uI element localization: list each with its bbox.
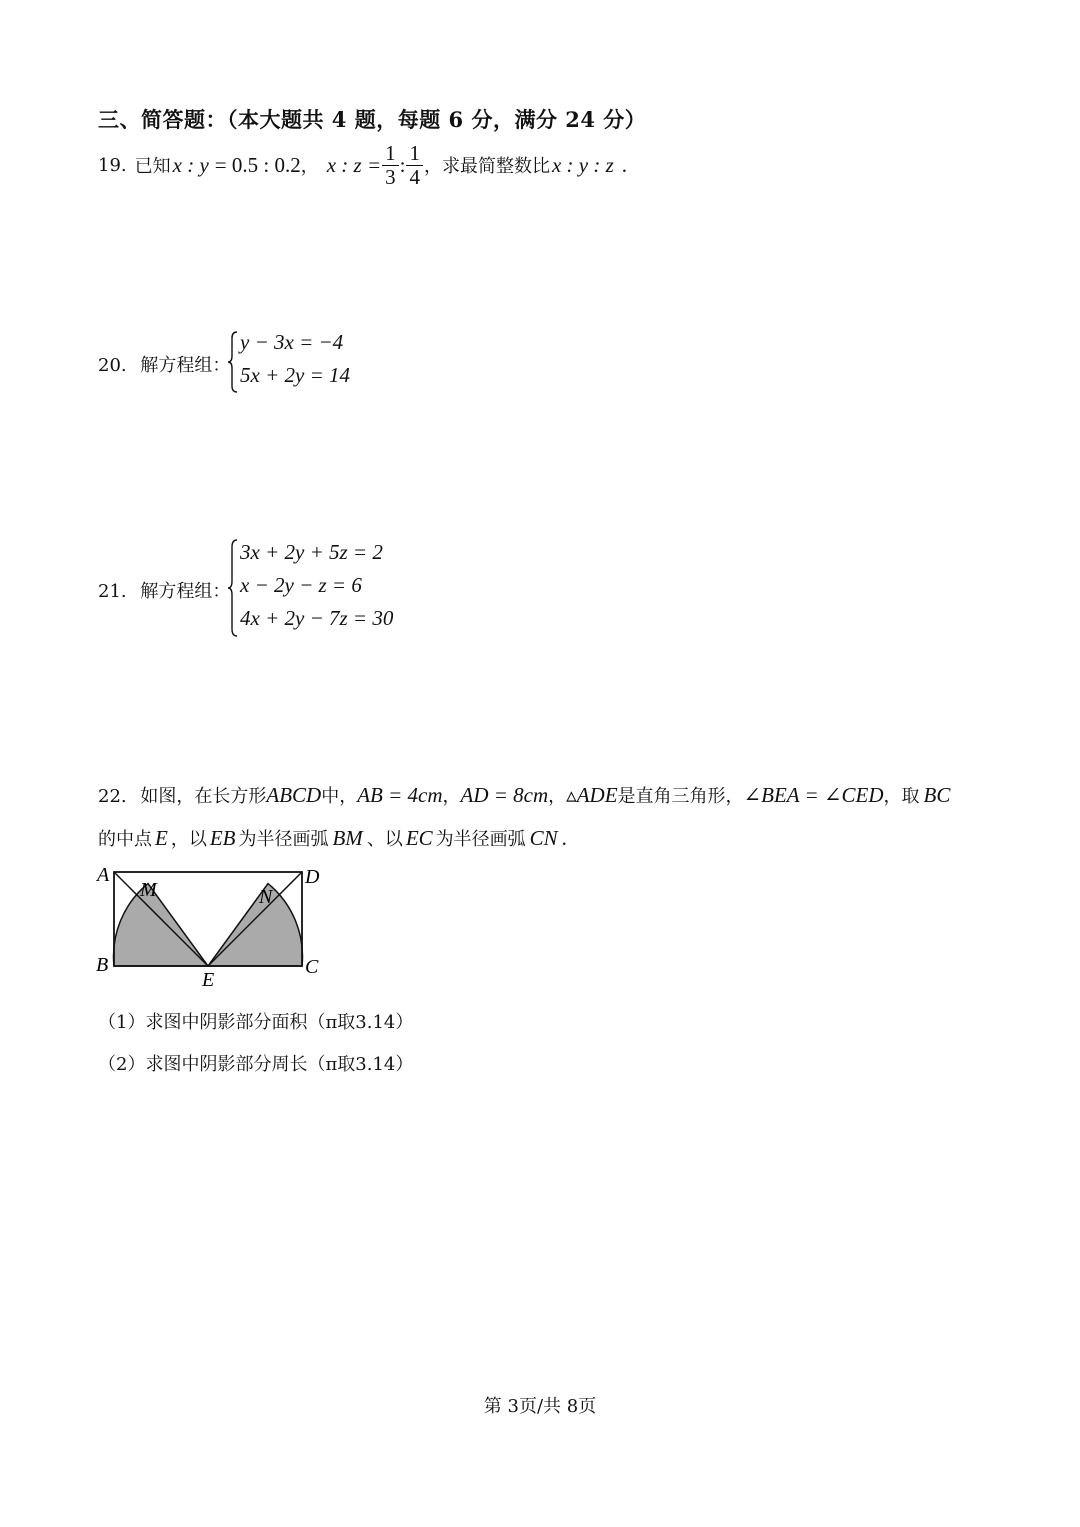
geometry-figure [90, 860, 340, 995]
rect-name: ABCD [266, 783, 322, 807]
arc-cn: CN [529, 826, 558, 850]
text: 中， [321, 786, 358, 807]
question-prompt: 解方程组： [140, 355, 231, 376]
equation-2: x − 2y − z = 6 [240, 573, 362, 597]
question-number: 22. [98, 786, 127, 807]
segment-ab: AB = 4cm [357, 783, 443, 807]
shaded-region-right [208, 884, 302, 966]
equation-2: 5x + 2y = 14 [240, 363, 350, 387]
segment-eb: EB [209, 826, 236, 850]
segment-ad: AD = 8cm [460, 783, 549, 807]
shaded-region-left [114, 884, 208, 966]
page-footer: 第 3页/共 8页 [483, 1396, 597, 1417]
equation-3: 4x + 2y − 7z = 30 [240, 606, 394, 630]
ratio-xy-value: = 0.5 : 0.2 [214, 152, 301, 177]
sub-question-1: （1）求图中阴影部分面积（π取3.14） [98, 1012, 414, 1033]
target-ratio: x : y : z [551, 152, 614, 177]
ratio-xz: x : z = [326, 152, 382, 177]
angle-equality: ∠BEA = ∠CED [743, 783, 884, 807]
text: 如图，在长方形 [140, 786, 267, 807]
sub-question-2: （2）求图中阴影部分周长（π取3.14） [98, 1054, 414, 1075]
fraction-one-quarter: $\frac{1}{4}$ [406, 142, 423, 187]
text: ， [442, 786, 461, 807]
question-22-line-1 [98, 782, 950, 808]
question-number: 21. [98, 581, 127, 602]
label-m: M [140, 879, 157, 901]
label-c: C [305, 956, 319, 978]
question-22-line-2 [98, 825, 567, 851]
ratio-colon: : [399, 152, 406, 177]
arc-bm: BM [332, 826, 363, 850]
question-21 [98, 577, 230, 603]
question-20 [98, 351, 230, 377]
label-d: D [305, 866, 320, 888]
question-number: 19. [98, 154, 127, 176]
period: . [561, 826, 567, 850]
text: 的中点 [98, 829, 152, 850]
equation-system-20 [226, 330, 386, 394]
text: ， [548, 786, 567, 807]
section-heading: 三、简答题：（本大题共 4 题，每题 6 分，满分 24 分） [98, 107, 647, 132]
text: ，以 [170, 829, 207, 850]
text: 为半径画弧 [238, 829, 329, 850]
text: ，取 [883, 786, 920, 807]
fraction-one-third: $\frac{1}{3}$ [382, 142, 399, 187]
label-e: E [202, 969, 215, 991]
question-19 [98, 140, 627, 190]
ratio-xy: x : y [172, 152, 209, 177]
question-lead: 已知 [134, 156, 171, 177]
left-brace-icon [226, 330, 240, 394]
text: 为半径画弧 [435, 829, 526, 850]
period: . [621, 152, 628, 177]
label-b: B [96, 954, 109, 976]
separator: ， [300, 156, 319, 177]
equation-system-21 [226, 538, 426, 638]
segment-ec: EC [405, 826, 433, 850]
text: 是直角三角形， [617, 786, 744, 807]
left-brace-icon [226, 538, 240, 638]
label-n: N [259, 886, 273, 908]
equation-1: 3x + 2y + 5z = 2 [240, 540, 383, 564]
equation-1: y − 3x = −4 [240, 330, 344, 354]
question-prompt: 解方程组： [140, 581, 231, 602]
triangle-ade: ▵ADE [566, 783, 618, 807]
question-ask: ，求最简整数比 [423, 156, 550, 177]
question-number: 20. [98, 355, 127, 376]
segment-bc: BC [923, 783, 951, 807]
label-a: A [97, 864, 110, 886]
point-e: E [155, 826, 168, 850]
text: 、以 [366, 829, 403, 850]
